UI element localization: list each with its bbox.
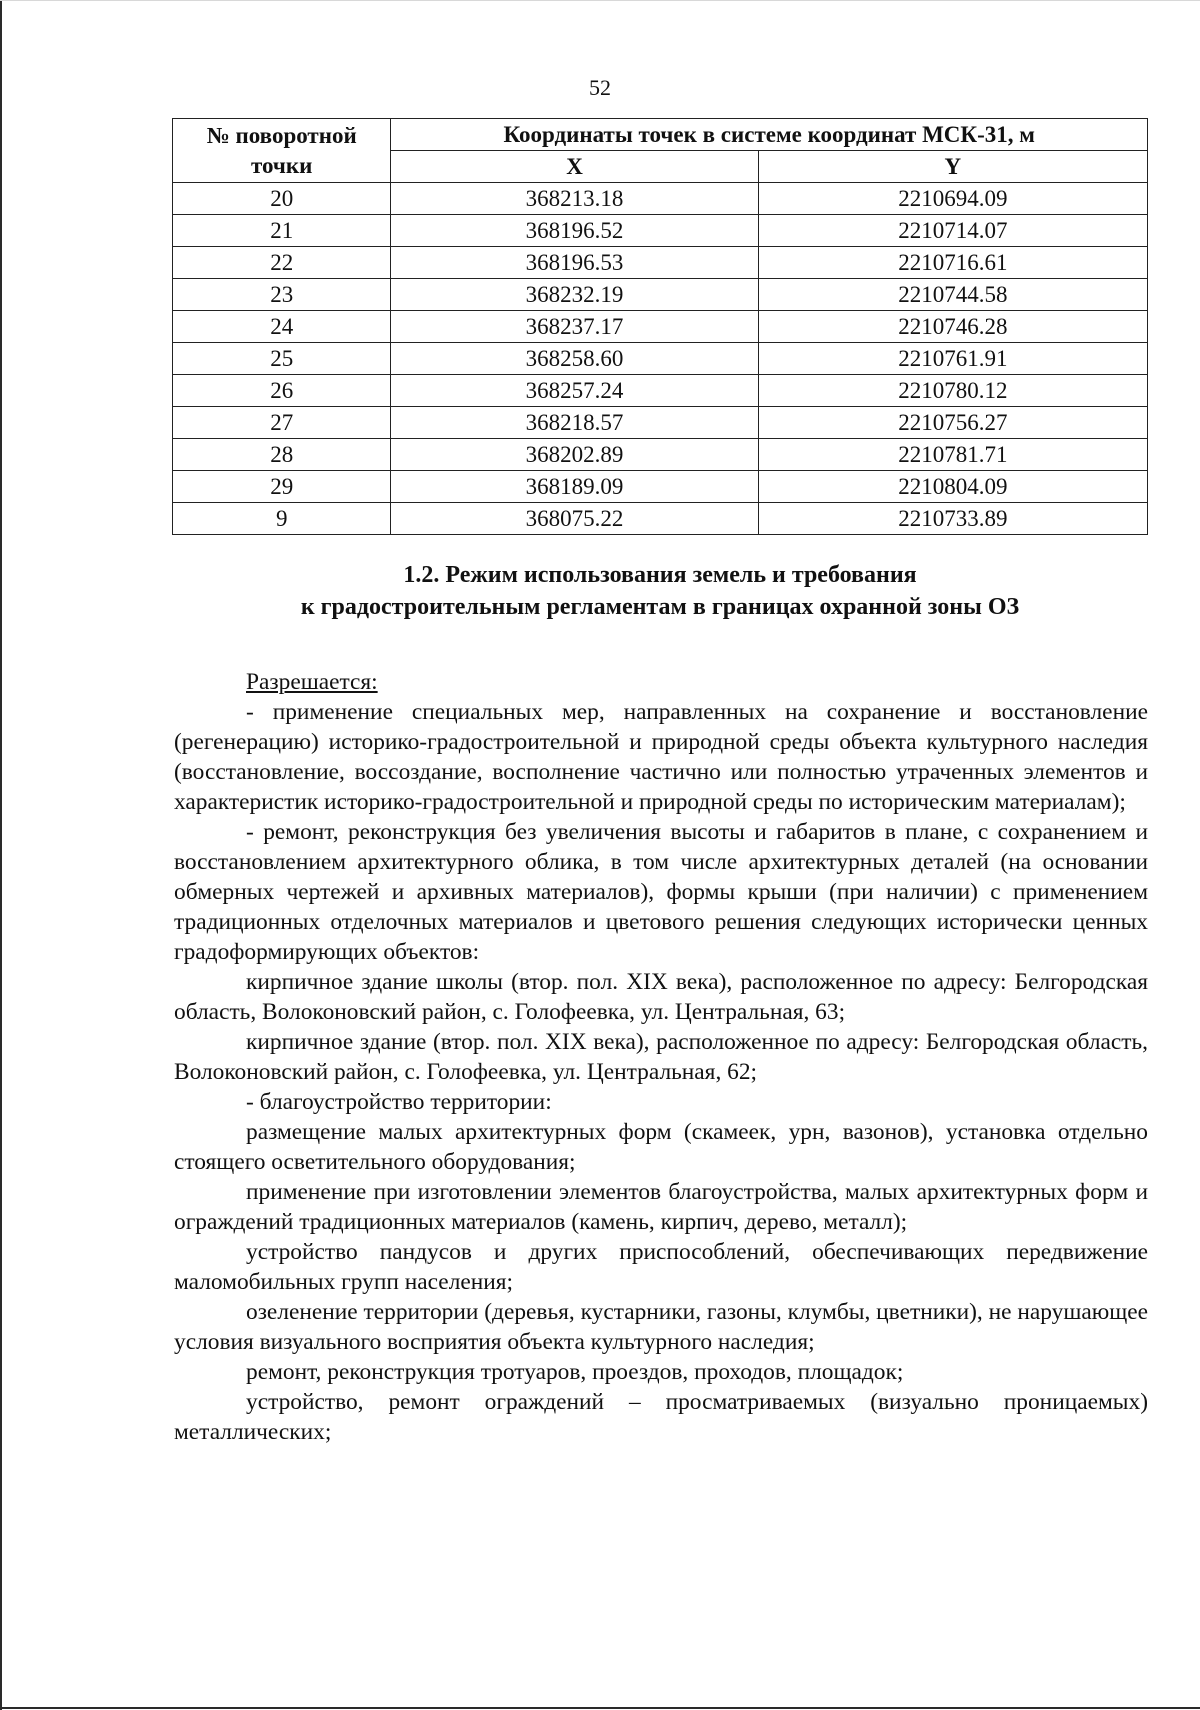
- paragraph: кирпичное здание школы (втор. пол. XIX века), расположенное по адресу: Белгородская область, Волоконовский район, с. Голофеевка, ул. Центральная, 63;: [174, 969, 1148, 1025]
- cell-y: 2210746.28: [758, 311, 1147, 343]
- cell-y: 2210733.89: [758, 503, 1147, 535]
- table-row: [173, 311, 1148, 343]
- table-row: [173, 407, 1148, 439]
- cell-y: 2210781.71: [758, 439, 1147, 471]
- cell-y: 2210694.09: [758, 183, 1147, 215]
- table-row: [173, 471, 1148, 503]
- table-row: [173, 343, 1148, 375]
- cell-x: 368232.19: [391, 279, 758, 311]
- cell-y: 2210756.27: [758, 407, 1147, 439]
- permitted-label: Разрешается:: [246, 669, 378, 695]
- cell-y: 2210804.09: [758, 471, 1147, 503]
- paragraph: озеленение территории (деревья, кустарники, газоны, клумбы, цветники), не нарушающее условия визуального восприятия объекта культурного наследия;: [174, 1299, 1148, 1355]
- cell-point-number: 25: [173, 343, 391, 375]
- cell-x: 368258.60: [391, 343, 758, 375]
- cell-x: 368218.57: [391, 407, 758, 439]
- cell-x: 368196.53: [391, 247, 758, 279]
- cell-point-number: 9: [173, 503, 391, 535]
- cell-x: 368257.24: [391, 375, 758, 407]
- cell-point-number: 28: [173, 439, 391, 471]
- header-point-number-line1: № поворотной: [206, 122, 357, 148]
- table-row: [173, 503, 1148, 535]
- cell-x: 368237.17: [391, 311, 758, 343]
- table-row: [173, 183, 1148, 215]
- cell-x: 368196.52: [391, 215, 758, 247]
- paragraph: устройство, ремонт ограждений – просматриваемых (визуально проницаемых) металлических;: [174, 1389, 1148, 1445]
- cell-y: 2210780.12: [758, 375, 1147, 407]
- header-point-number: [173, 119, 391, 183]
- paragraph: - благоустройство территории:: [246, 1089, 552, 1115]
- header-point-number-line2: точки: [251, 152, 313, 178]
- cell-point-number: 22: [173, 247, 391, 279]
- cell-point-number: 29: [173, 471, 391, 503]
- section-heading-line2: к градостроительным регламентам в границах охранной зоны ОЗ: [300, 594, 1020, 620]
- paragraph: - применение специальных мер, направленных на сохранение и восстановление (регенерацию) историко-градостроительной и природной среды объекта культурного наследия (восстановление, воссоздание, восполнение частично или полностью утраченных элементов и характеристик историко-градостроительной и природной среды по историческим материалам);: [174, 699, 1148, 815]
- header-coordinates: Координаты точек в системе координат МСК-31, м: [391, 119, 1148, 151]
- cell-y: 2210716.61: [758, 247, 1147, 279]
- cell-y: 2210744.58: [758, 279, 1147, 311]
- paragraph: применение при изготовлении элементов благоустройства, малых архитектурных форм и ограждений традиционных материалов (камень, кирпич, дерево, металл);: [174, 1179, 1148, 1235]
- table-row: [173, 279, 1148, 311]
- cell-point-number: 27: [173, 407, 391, 439]
- scan-edge-left: [0, 1, 2, 1710]
- header-y: Y: [758, 151, 1147, 183]
- cell-x: 368075.22: [391, 503, 758, 535]
- page-number: 52: [589, 75, 611, 100]
- section-heading-line1: 1.2. Режим использования земель и требования: [403, 562, 917, 588]
- paragraph: - ремонт, реконструкция без увеличения высоты и габаритов в плане, с сохранением и восстановлением архитектурного облика, в том числе архитектурных деталей (на основании обмерных чертежей и архивных материалов), формы крыши (при наличии) с применением традиционных отделочных материалов и цветового решения следующих исторически ценных градоформирующих объектов:: [174, 819, 1148, 965]
- paragraph: устройство пандусов и других приспособлений, обеспечивающих передвижение маломобильных групп населения;: [174, 1239, 1148, 1295]
- table-row: [173, 247, 1148, 279]
- paragraph: размещение малых архитектурных форм (скамеек, урн, вазонов), установка отдельно стоящего осветительного оборудования;: [174, 1119, 1148, 1175]
- cell-point-number: 21: [173, 215, 391, 247]
- table-row: [173, 439, 1148, 471]
- header-x: X: [391, 151, 758, 183]
- cell-y: 2210761.91: [758, 343, 1147, 375]
- table-row: [173, 375, 1148, 407]
- table-row: [173, 215, 1148, 247]
- cell-point-number: 26: [173, 375, 391, 407]
- coordinates-table: [172, 118, 1148, 535]
- cell-point-number: 24: [173, 311, 391, 343]
- cell-point-number: 20: [173, 183, 391, 215]
- cell-x: 368213.18: [391, 183, 758, 215]
- paragraph: ремонт, реконструкция тротуаров, проездов, проходов, площадок;: [246, 1359, 904, 1385]
- body-text: [174, 667, 1148, 1447]
- cell-point-number: 23: [173, 279, 391, 311]
- cell-y: 2210714.07: [758, 215, 1147, 247]
- cell-x: 368202.89: [391, 439, 758, 471]
- table-body: [173, 183, 1148, 535]
- paragraph: кирпичное здание (втор. пол. XIX века), расположенное по адресу: Белгородская область, Волоконовский район, с. Голофеевка, ул. Центральная, 62;: [174, 1029, 1148, 1085]
- cell-x: 368189.09: [391, 471, 758, 503]
